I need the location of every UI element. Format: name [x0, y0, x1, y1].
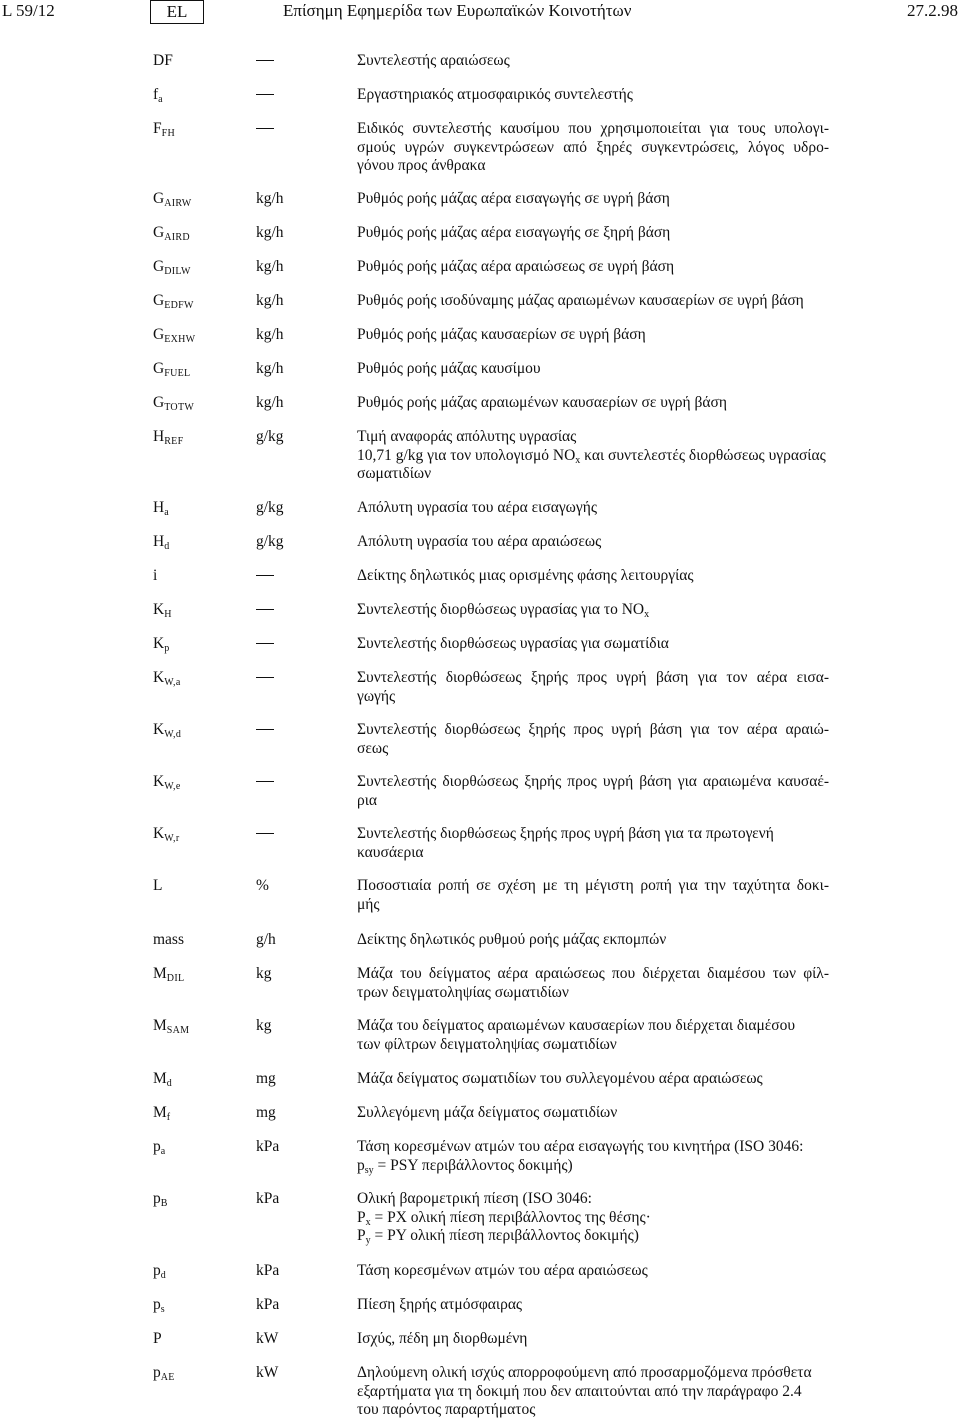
symbol-letter: p — [153, 1138, 161, 1155]
definition — [357, 499, 829, 518]
symbol-subscript: H — [164, 609, 172, 620]
definition — [357, 120, 829, 176]
definition-line: Ρυθμός ροής μάζας καυσίμου — [357, 360, 541, 377]
definition — [357, 1017, 829, 1054]
unit: kW — [256, 1330, 279, 1347]
dash-mark — [256, 609, 274, 610]
symbol-subscript: DIL — [166, 973, 185, 984]
definition-line: Τιμή αναφοράς απόλυτης υγρασίας — [357, 428, 577, 445]
symbol-letter: K — [153, 635, 165, 652]
unit: kg/h — [256, 224, 284, 241]
definition — [357, 1190, 829, 1246]
symbol-letter: DF — [153, 52, 173, 69]
symbol — [153, 1104, 170, 1123]
symbol-subscript: W,e — [164, 781, 181, 792]
unit: g/kg — [256, 499, 284, 516]
definition-line: σεως — [357, 739, 389, 757]
definition — [357, 533, 829, 552]
symbol-subscript: EDFW — [164, 300, 194, 311]
symbol-letter: G — [153, 292, 165, 309]
definition — [357, 1070, 829, 1089]
symbol-subscript: a — [160, 1146, 166, 1157]
definition-line: Συντελεστής διορθώσεως ξηρής προς υγρή βάση για τον αέρα εισα- — [357, 669, 829, 686]
definition — [357, 224, 829, 243]
symbol-letter: i — [153, 567, 158, 584]
definition — [357, 825, 829, 862]
symbol-subscript: DILW — [164, 266, 191, 277]
symbol-subscript: AE — [160, 1372, 175, 1383]
symbol-subscript: SAM — [166, 1025, 190, 1036]
symbol-letter: G — [153, 326, 165, 343]
definition-line: Συντελεστής διορθώσεως ξηρής προς υγρή βάση για τον αέρα αραιώ- — [357, 721, 829, 738]
definition — [357, 292, 829, 311]
unit: mg — [256, 1104, 276, 1121]
symbol — [153, 773, 181, 792]
definition-line: γόνου προς άνθρακα — [357, 157, 486, 174]
definition-line: Συντελεστής διορθώσεως ξηρής προς υγρή βάση για αραιωμένα καυσαέ- — [357, 773, 829, 790]
definition — [357, 1104, 829, 1123]
definition-line: τρων δειγματοληψίας σωματιδίων — [357, 983, 569, 1001]
journal-title: Επίσημη Εφημερίδα των Ευρωπαϊκών Κοινοτήτων — [283, 1, 632, 20]
symbol — [153, 965, 184, 984]
dash-mark — [256, 677, 274, 678]
definition-line: Ποσοστιαία ροπή σε σχέση με τη μέγιστη ροπή για την ταχύτητα δοκι- — [357, 877, 829, 894]
symbol-letter: p — [153, 1364, 161, 1381]
symbol — [153, 1330, 162, 1349]
symbol-subscript: f — [166, 1112, 171, 1123]
definition-line: Ειδικός συντελεστής καυσίμου που χρησιμοποιείται για τους υπολογι- — [357, 120, 829, 137]
symbol — [153, 877, 162, 896]
symbol-letter: f — [153, 86, 159, 103]
definition-line: Εργαστηριακός ατμοσφαιρικός συντελεστής — [357, 86, 633, 103]
symbol-subscript: TOTW — [164, 402, 195, 413]
dash-mark — [256, 60, 274, 61]
definition — [357, 326, 829, 345]
unit: g/kg — [256, 428, 284, 445]
unit: kg/h — [256, 394, 284, 411]
symbol — [153, 635, 170, 654]
definition-line: Ρυθμός ροής μάζας αέρα εισαγωγής σε υγρή βάση — [357, 190, 670, 207]
dimensionless-dash — [256, 773, 274, 792]
symbol-subscript: s — [160, 1304, 165, 1315]
definition-line: Τάση κορεσμένων ατμών του αέρα αραιώσεως — [357, 1262, 648, 1279]
symbol-letter: F — [153, 120, 162, 137]
definition — [357, 86, 829, 105]
dash-mark — [256, 729, 274, 730]
definition-line: Ρυθμός ροής μάζας αέρα αραιώσεως σε υγρή βάση — [357, 258, 675, 275]
definition-line: $P_y$ = PY ολική πίεση περιβάλλοντος δοκιμής) — [357, 1227, 639, 1246]
unit: kg/h — [256, 190, 284, 207]
dimensionless-dash — [256, 601, 274, 620]
definition — [357, 190, 829, 209]
unit: kg — [256, 1017, 272, 1034]
definition-line: Δείκτης δηλωτικός ρυθμού ροής μάζας εκπομπών — [357, 931, 667, 948]
definition-line: Μάζα του δείγματος αραιωμένων καυσαερίων που διέρχεται διαμέσου — [357, 1017, 796, 1034]
symbol-subscript: d — [166, 1078, 173, 1089]
definition — [357, 258, 829, 277]
definition — [357, 721, 829, 758]
symbol-letter: p — [153, 1262, 161, 1279]
definition — [357, 669, 829, 706]
symbol-letter: P — [153, 1330, 162, 1347]
symbol — [153, 1070, 172, 1089]
symbol-subscript: FH — [161, 128, 176, 139]
definition-line: Συντελεστής διορθώσεως υγρασίας για το $NO_x$ — [357, 601, 650, 620]
definition-line: των φίλτρων δειγματοληψίας σωματιδίων — [357, 1035, 617, 1053]
definition-line: Δείκτης δηλωτικός μιας ορισμένης φάσης λειτουργίας — [357, 567, 694, 584]
definition-line: Ρυθμός ροής μάζας αέρα εισαγωγής σε ξηρή βάση — [357, 224, 671, 241]
symbol — [153, 224, 190, 243]
symbol — [153, 721, 181, 740]
symbol-subscript: W,a — [164, 677, 181, 688]
definition-line: $p_{sy}$ = PSY περιβάλλοντος δοκιμής) — [357, 1156, 573, 1176]
symbol-subscript: d — [160, 1270, 167, 1281]
symbol-subscript: W,r — [164, 833, 180, 844]
definition-line: Ρυθμός ροής μάζας καυσαερίων σε υγρή βάση — [357, 326, 646, 343]
definition-line: εξαρτήματα για τη δοκιμή που δεν απαιτούνται από την παράγραφο 2.4 — [357, 1382, 802, 1400]
symbol-letter: K — [153, 825, 165, 842]
symbol-letter: G — [153, 394, 165, 411]
symbol-letter: G — [153, 190, 165, 207]
definition-line: καυσάερια — [357, 843, 424, 861]
definition-line: Ολική βαρομετρική πίεση (ISO 3046: — [357, 1190, 592, 1207]
symbol — [153, 1262, 166, 1281]
symbol — [153, 258, 191, 277]
dimensionless-dash — [256, 721, 274, 740]
symbol-letter: H — [153, 533, 165, 550]
symbol — [153, 428, 183, 447]
unit: kg/h — [256, 258, 284, 275]
definition — [357, 1138, 829, 1175]
definition-line: 10,71 g/kg για τον υπολογισμό $NO_x$ και συντελεστές διορθώσεως υγρασίας — [357, 446, 826, 466]
symbol-letter: K — [153, 721, 165, 738]
definition — [357, 1296, 829, 1315]
symbol — [153, 601, 172, 620]
definition — [357, 360, 829, 379]
dimensionless-dash — [256, 120, 274, 139]
symbol — [153, 394, 194, 413]
dimensionless-dash — [256, 825, 274, 844]
symbol-letter: mass — [153, 931, 184, 948]
symbol-letter: L — [153, 877, 163, 894]
symbol-subscript: EXHW — [164, 334, 196, 345]
page-header — [0, 0, 960, 26]
dimensionless-dash — [256, 567, 274, 586]
definition-line: Συλλεγόμενη μάζα δείγματος σωματιδίων — [357, 1104, 618, 1121]
definition-line: του παρόντος παραρτήματος — [357, 1401, 536, 1418]
definition — [357, 1364, 829, 1420]
symbol — [153, 292, 194, 311]
symbol-subscript: a — [158, 94, 163, 105]
dash-mark — [256, 833, 274, 834]
symbol — [153, 190, 192, 209]
symbol — [153, 326, 195, 345]
unit: kW — [256, 1364, 279, 1381]
dimensionless-dash — [256, 86, 274, 105]
symbol-subscript: AIRD — [164, 232, 190, 243]
definition-line: Συντελεστής αραιώσεως — [357, 52, 510, 69]
definition — [357, 394, 829, 413]
symbol — [153, 86, 163, 105]
definition-line: σωματιδίων — [357, 465, 432, 482]
symbol-letter: M — [153, 1104, 167, 1121]
symbol-subscript: B — [160, 1198, 168, 1209]
unit: kg — [256, 965, 272, 982]
symbol-letter: G — [153, 224, 165, 241]
definition-line: ρια — [357, 791, 378, 809]
symbol — [153, 120, 175, 139]
definition — [357, 1330, 829, 1349]
symbol-subscript: AIRW — [164, 198, 192, 209]
definition-line: Μάζα του δείγματος αέρα αραιώσεως που διέρχεται διαμέσου των φίλ- — [357, 965, 829, 982]
dash-mark — [256, 94, 274, 95]
definition-line: Ρυθμός ροής ισοδύναμης μάζας αραιωμένων καυσαερίων σε υγρή βάση — [357, 292, 804, 309]
symbol-letter: K — [153, 601, 165, 618]
definition-line: $P_x$ = PX ολική πίεση περιβάλλοντος της θέσης· — [357, 1208, 651, 1228]
unit: g/h — [256, 931, 276, 948]
symbol — [153, 499, 169, 518]
symbol — [153, 931, 184, 950]
publication-date: 27.2.98 — [907, 1, 958, 20]
symbol-subscript: p — [164, 643, 170, 654]
symbol-letter: p — [153, 1190, 161, 1207]
unit: kPa — [256, 1296, 280, 1313]
definition-line: Πίεση ξηρής ατμόσφαιρας — [357, 1296, 523, 1313]
definition-line: Συντελεστής διορθώσεως ξηρής προς υγρή βάση για τα πρωτογενή — [357, 825, 774, 842]
definition-line: Απόλυτη υγρασία του αέρα εισαγωγής — [357, 499, 597, 516]
dash-mark — [256, 575, 274, 576]
definition-line: σμούς υγρών συγκεντρώσεων από ξηρές συγκεντρώσεις, λόγος υδρο- — [357, 138, 829, 156]
definition — [357, 601, 829, 620]
symbol-letter: G — [153, 360, 165, 377]
symbol-letter: M — [153, 1070, 167, 1087]
symbol — [153, 1017, 189, 1036]
definition-line: Ισχύς, πέδη μη διορθωμένη — [357, 1330, 528, 1347]
definition — [357, 931, 829, 950]
symbol-letter: H — [153, 428, 165, 445]
dash-mark — [256, 643, 274, 644]
symbol-subscript: REF — [164, 436, 184, 447]
definition-line: Συντελεστής διορθώσεως υγρασίας για σωματίδια — [357, 635, 669, 652]
definition-line: Ρυθμός ροής μάζας αραιωμένων καυσαερίων σε υγρή βάση — [357, 394, 727, 411]
unit: kPa — [256, 1138, 280, 1155]
unit: g/kg — [256, 533, 284, 550]
symbol — [153, 360, 190, 379]
language-code: EL — [150, 0, 204, 24]
unit: % — [256, 877, 269, 894]
definition — [357, 428, 829, 484]
symbol — [153, 567, 157, 586]
symbol-letter: K — [153, 669, 165, 686]
definition-line: μής — [357, 895, 380, 913]
unit: kg/h — [256, 326, 284, 343]
symbol-subscript: FUEL — [164, 368, 191, 379]
symbol — [153, 1138, 166, 1157]
symbol-letter: p — [153, 1296, 161, 1313]
definition — [357, 965, 829, 1002]
symbol — [153, 52, 173, 71]
symbol — [153, 669, 181, 688]
dash-mark — [256, 781, 274, 782]
symbol — [153, 825, 179, 844]
definition — [357, 567, 829, 586]
symbol — [153, 533, 170, 552]
definition-line: Δηλούμενη ολική ισχύς απορροφούμενη από προσαρμοζόμενα πρόσθετα — [357, 1364, 812, 1381]
symbol — [153, 1364, 175, 1383]
symbol — [153, 1296, 165, 1315]
unit: kPa — [256, 1262, 280, 1279]
definition-line: Μάζα δείγματος σωματιδίων του συλλεγομένου αέρα αραιώσεως — [357, 1070, 763, 1087]
symbol-subscript: a — [164, 507, 169, 518]
symbol-subscript: W,d — [164, 729, 182, 740]
definition-line: Απόλυτη υγρασία του αέρα αραιώσεως — [357, 533, 602, 550]
symbol-letter: M — [153, 1017, 167, 1034]
symbol-letter: H — [153, 499, 165, 516]
definition — [357, 52, 829, 71]
unit: mg — [256, 1070, 276, 1087]
definition-line: Τάση κορεσμένων ατμών του αέρα εισαγωγής του κινητήρα (ISO 3046: — [357, 1138, 804, 1155]
dimensionless-dash — [256, 52, 274, 71]
dimensionless-dash — [256, 669, 274, 688]
symbol-letter: G — [153, 258, 165, 275]
dash-mark — [256, 128, 274, 129]
symbol — [153, 1190, 168, 1209]
dimensionless-dash — [256, 635, 274, 654]
definition — [357, 635, 829, 654]
symbol-subscript: d — [164, 541, 170, 552]
symbol-letter: M — [153, 965, 167, 982]
definition — [357, 877, 829, 914]
definition — [357, 773, 829, 810]
symbol-letter: K — [153, 773, 165, 790]
unit: kg/h — [256, 292, 284, 309]
unit: kg/h — [256, 360, 284, 377]
definition — [357, 1262, 829, 1281]
definition-line: γωγής — [357, 687, 396, 705]
unit: kPa — [256, 1190, 280, 1207]
page-number: L 59/12 — [2, 1, 55, 20]
